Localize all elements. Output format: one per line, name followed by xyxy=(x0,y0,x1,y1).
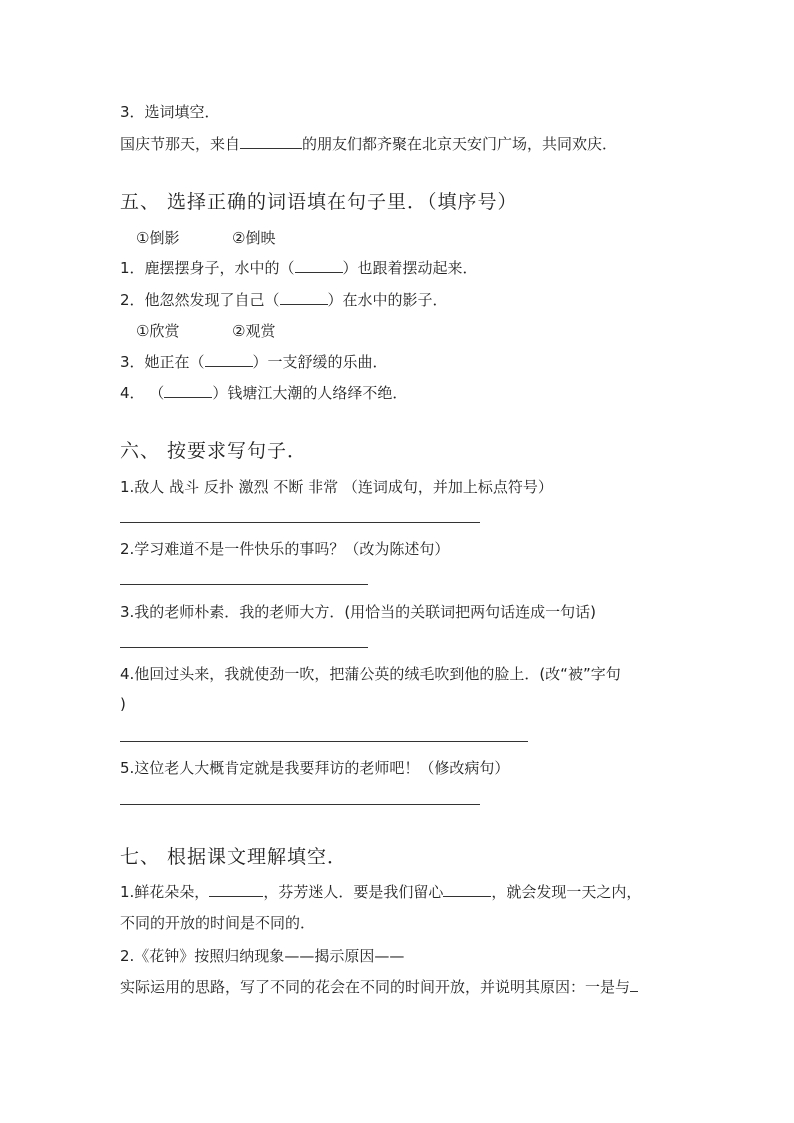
sec5-q3-part-a: 3．她正在（ xyxy=(120,353,205,371)
q3-blank[interactable] xyxy=(240,148,302,149)
sec7-q1-part-b: ，芬芳迷人．要是我们留心 xyxy=(263,883,444,901)
q3-sentence-part-b: 的朋友们都齐聚在北京天安门广场，共同欢庆． xyxy=(302,135,618,153)
sec5-q2-part-a: 2．他忽然发现了自己（ xyxy=(120,291,280,309)
sec5-option-4: ②观赏 xyxy=(232,322,276,340)
sec6-question-4-line1: 4.他回过头来，我就使劲一吹，把蒲公英的绒毛吹到他的脸上．(改“被”字句 xyxy=(120,665,621,683)
sec5-q2-part-b: ）在水中的影子． xyxy=(327,291,448,309)
sec6-answer-line-2[interactable] xyxy=(120,584,368,585)
section5-heading: 五、 选择正确的词语填在句子里．（填序号） xyxy=(120,191,518,213)
sec5-q3-part-b: ）一支舒缓的乐曲． xyxy=(252,353,388,371)
sec6-question-1: 1.敌人 战斗 反扑 激烈 不断 非常 （连词成句，并加上标点符号） xyxy=(120,478,553,496)
sec6-answer-line-3[interactable] xyxy=(120,647,368,648)
sec6-question-3: 3.我的老师朴素．我的老师大方．(用恰当的关联词把两句话连成一句话) xyxy=(120,603,597,621)
sec7-q1-blank-2[interactable] xyxy=(443,896,491,897)
section7-heading: 七、 根据课文理解填空． xyxy=(120,846,348,868)
sec7-q1-blank-1[interactable] xyxy=(209,896,263,897)
sec5-q1-part-a: 1．鹿摆摆身子，水中的（ xyxy=(120,259,295,277)
sec7-q1-part-c: ，就会发现一天之内， xyxy=(491,883,642,901)
q3-title: 3．选词填空． xyxy=(120,103,220,121)
q3-sentence xyxy=(120,134,617,154)
sec5-option-3: ①欣赏 xyxy=(136,322,180,340)
sec5-question-4 xyxy=(120,383,407,403)
sec6-answer-line-1[interactable] xyxy=(120,522,480,523)
sec5-q4-blank[interactable] xyxy=(164,397,212,398)
sec6-answer-line-4[interactable] xyxy=(120,741,528,742)
q3-sentence-part-a: 国庆节那天，来自 xyxy=(120,135,241,153)
sec5-q1-part-b: ）也跟着摆动起来． xyxy=(342,259,478,277)
sec5-q1-blank[interactable] xyxy=(295,272,343,273)
section6-heading: 六、 按要求写句子． xyxy=(120,440,308,462)
sec5-question-3 xyxy=(120,352,388,372)
sec7-q2-blank[interactable] xyxy=(630,991,638,992)
sec5-q4-part-a: 4． （ xyxy=(120,384,165,402)
sec7-question-2-line1: 2.《花钟》按照归纳现象——揭示原因—— xyxy=(120,947,405,965)
sec5-question-1 xyxy=(120,258,478,278)
sec5-q4-part-b: ）钱塘江大潮的人络绎不绝． xyxy=(212,384,408,402)
sec7-question-2-line2 xyxy=(120,977,638,997)
sec6-question-4-line2: ) xyxy=(120,695,126,713)
sec7-question-1-line1 xyxy=(120,882,641,902)
sec5-q3-blank[interactable] xyxy=(205,366,253,367)
sec5-question-2 xyxy=(120,290,448,310)
sec6-answer-line-5[interactable] xyxy=(120,804,480,805)
sec6-question-2: 2.学习难道不是一件快乐的事吗？（改为陈述句） xyxy=(120,540,450,558)
sec5-q2-blank[interactable] xyxy=(280,304,328,305)
sec7-q2-text: 实际运用的思路，写了不同的花会在不同的时间开放，并说明其原因：一是与 xyxy=(120,978,631,996)
sec5-option-2: ②倒映 xyxy=(232,229,276,247)
sec7-question-1-line2: 不同的开放的时间是不同的． xyxy=(120,914,316,932)
sec5-option-1: ①倒影 xyxy=(136,229,180,247)
sec6-question-5: 5.这位老人大概肯定就是我要拜访的老师吧！（修改病句） xyxy=(120,759,510,777)
sec7-q1-part-a: 1.鲜花朵朵， xyxy=(120,883,210,901)
